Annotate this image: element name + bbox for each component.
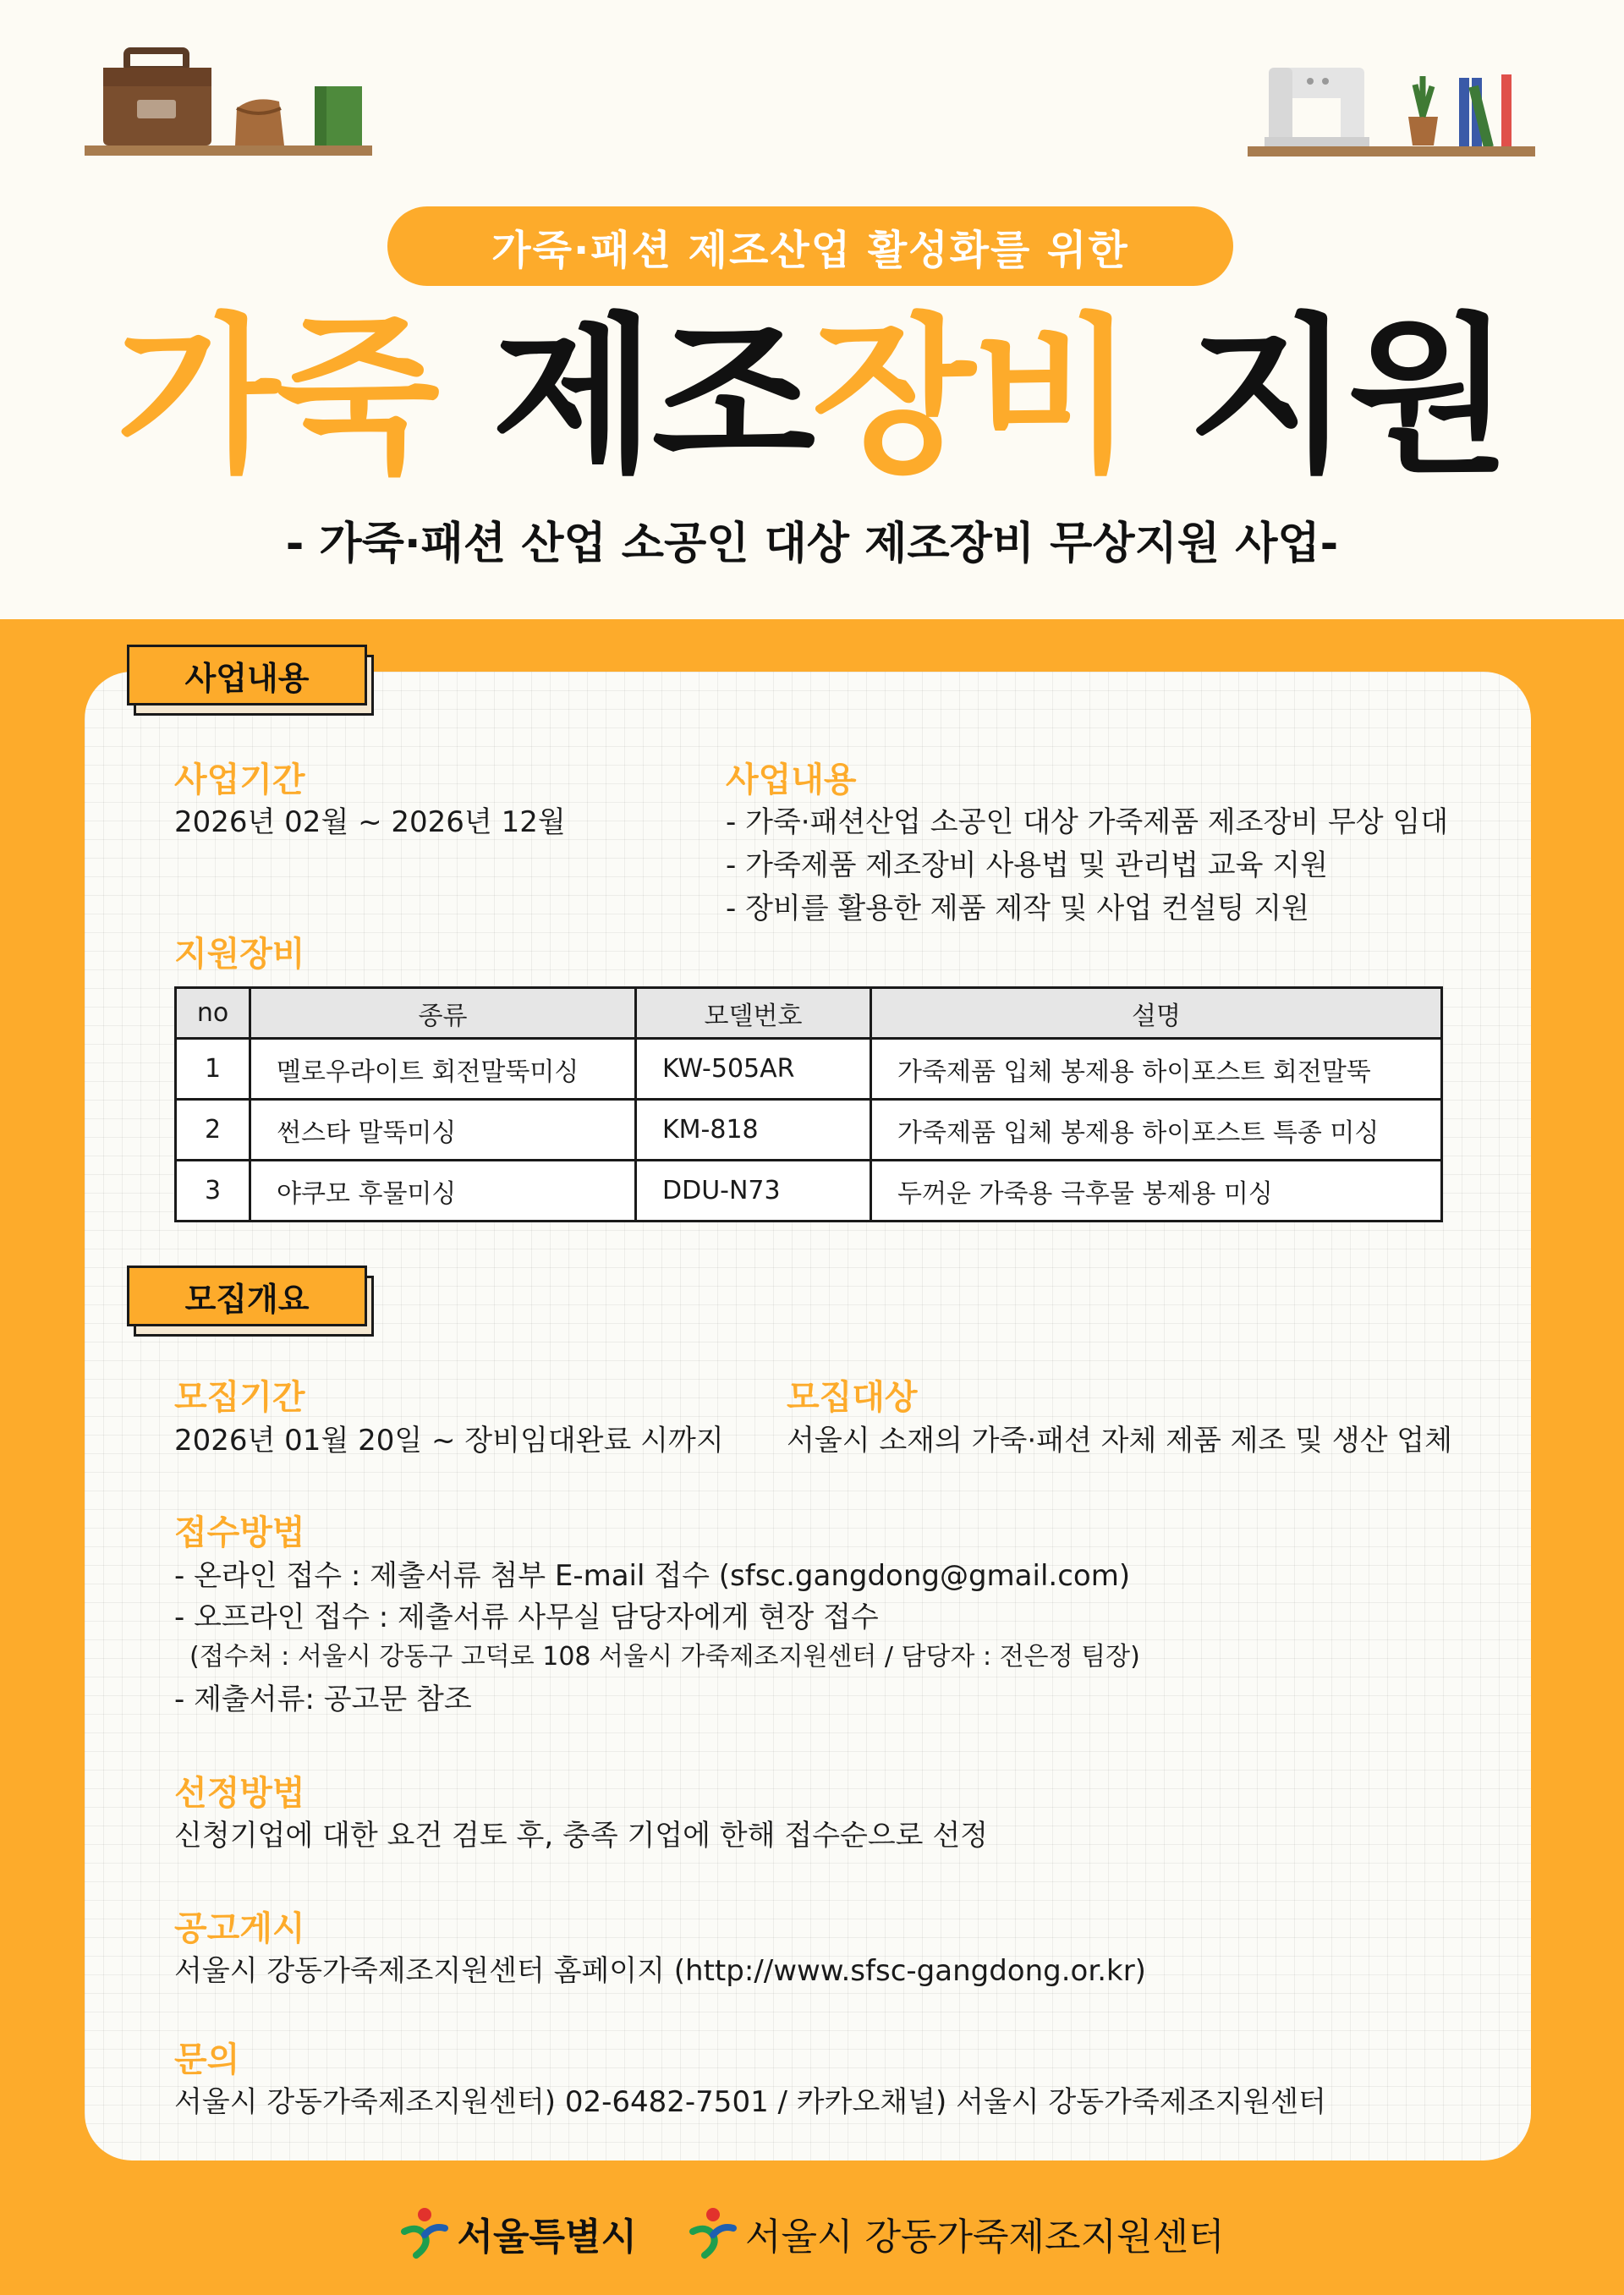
- business-content-item: - 가죽·패션산업 소공인 대상 가죽제품 제조장비 무상 임대: [726, 805, 1449, 839]
- apply-offline: - 오프라인 접수 : 제출서류 사무실 담당자에게 현장 접수: [174, 1600, 879, 1634]
- footer-org-1: 서울특별시: [457, 2215, 637, 2259]
- box-icon: [315, 86, 362, 145]
- selection-heading: 선정방법: [174, 1774, 305, 1813]
- table-header: 모델번호: [636, 988, 871, 1039]
- bag-icon: [103, 51, 211, 145]
- table-cell: 멜로우라이트 회전말뚝미싱: [250, 1039, 636, 1100]
- table-cell: 1: [176, 1039, 250, 1100]
- recruit-period-heading: 모집기간: [174, 1378, 305, 1417]
- table-cell: 야쿠모 후물미싱: [250, 1161, 636, 1222]
- plant-icon: [1408, 76, 1438, 145]
- footer-org-2: 서울시 강동가죽제조지원센터: [744, 2215, 1225, 2259]
- apply-online: - 온라인 접수 : 제출서류 첨부 E-mail 접수 (sfsc.gangdong@gmail.com): [174, 1559, 1131, 1593]
- business-content-item: - 가죽제품 제조장비 사용법 및 관리법 교육 지원: [726, 848, 1328, 882]
- title-part-4: 지원: [1188, 299, 1508, 496]
- page-title: [0, 299, 1624, 496]
- equipment-table: [174, 986, 1443, 1222]
- recruit-tag: 모집개요: [127, 1266, 381, 1338]
- selection-value: 신청기업에 대한 요건 검토 후, 충족 기업에 한해 접수순으로 선정: [174, 1819, 989, 1853]
- pouch-icon: [235, 99, 284, 145]
- gangdong-center-logo: [688, 2206, 1225, 2260]
- header-pill: 가죽·패션 제조산업 활성화를 위한: [387, 206, 1233, 286]
- recruit-target-heading: 모집대상: [787, 1378, 918, 1417]
- right-shelf-illustration: [1248, 59, 1535, 156]
- table-row: [176, 1039, 1442, 1100]
- seoul-logo-icon: [688, 2206, 738, 2260]
- books-icon: [1459, 74, 1512, 148]
- table-cell: 썬스타 말뚝미싱: [250, 1100, 636, 1161]
- page-subtitle: - 가죽·패션 산업 소공인 대상 제조장비 무상지원 사업-: [285, 519, 1339, 569]
- table-cell: 2: [176, 1100, 250, 1161]
- recruit-period-value: 2026년 01월 20일 ~ 장비임대완료 시까지: [174, 1424, 724, 1458]
- notice-value: 서울시 강동가죽제조지원센터 홈페이지 (http://www.sfsc-gangdong.or.kr): [174, 1954, 1146, 1988]
- seoul-logo-icon: [399, 2206, 450, 2260]
- notice-heading: 공고게시: [174, 1909, 305, 1948]
- table-header: 설명: [871, 988, 1442, 1039]
- equipment-heading: 지원장비: [174, 935, 305, 974]
- table-cell: 3: [176, 1161, 250, 1222]
- table-header: 종류: [250, 988, 636, 1039]
- title-part-1: 가죽: [116, 299, 436, 496]
- business-period-heading: 사업기간: [174, 760, 305, 799]
- apply-offline-note: (접수처 : 서울시 강동구 고덕로 108 서울시 가죽제조지원센터 / 담당자 : 전은정 팀장): [189, 1642, 1140, 1672]
- table-cell: 두꺼운 가죽용 극후물 봉제용 미싱: [871, 1161, 1442, 1222]
- table-cell: 가죽제품 입체 봉제용 하이포스트 회전말뚝: [871, 1039, 1442, 1100]
- business-content-item: - 장비를 활용한 제품 제작 및 사업 컨설팅 지원: [726, 892, 1309, 925]
- business-tag: 사업내용: [127, 645, 381, 717]
- table-row: [176, 1161, 1442, 1222]
- table-cell: 가죽제품 입체 봉제용 하이포스트 특종 미싱: [871, 1100, 1442, 1161]
- title-part-3: 장비: [812, 299, 1133, 496]
- top-banner: [0, 0, 1624, 619]
- seoul-city-logo: [399, 2206, 637, 2260]
- apply-docs: - 제출서류: 공고문 참조: [174, 1683, 472, 1716]
- table-header-row: [176, 988, 1442, 1039]
- contact-heading: 문의: [174, 2040, 240, 2079]
- table-row: [176, 1100, 1442, 1161]
- business-period-value: 2026년 02월 ~ 2026년 12월: [174, 805, 566, 839]
- table-cell: KW-505AR: [636, 1039, 871, 1100]
- title-part-2: 제조: [491, 299, 812, 496]
- footer-logos: [0, 2191, 1624, 2276]
- table-cell: DDU-N73: [636, 1161, 871, 1222]
- left-shelf-illustration: [85, 42, 372, 156]
- sewing-machine-icon: [1265, 68, 1369, 147]
- business-content-heading: 사업내용: [726, 760, 857, 799]
- recruit-target-value: 서울시 소재의 가죽·패션 자체 제품 제조 및 생산 업체: [787, 1424, 1452, 1458]
- contact-value: 서울시 강동가죽제조지원센터) 02-6482-7501 / 카카오채널) 서울시 강동가죽제조지원센터: [174, 2085, 1326, 2119]
- table-header: no: [176, 988, 250, 1039]
- apply-heading: 접수방법: [174, 1513, 305, 1552]
- table-cell: KM-818: [636, 1100, 871, 1161]
